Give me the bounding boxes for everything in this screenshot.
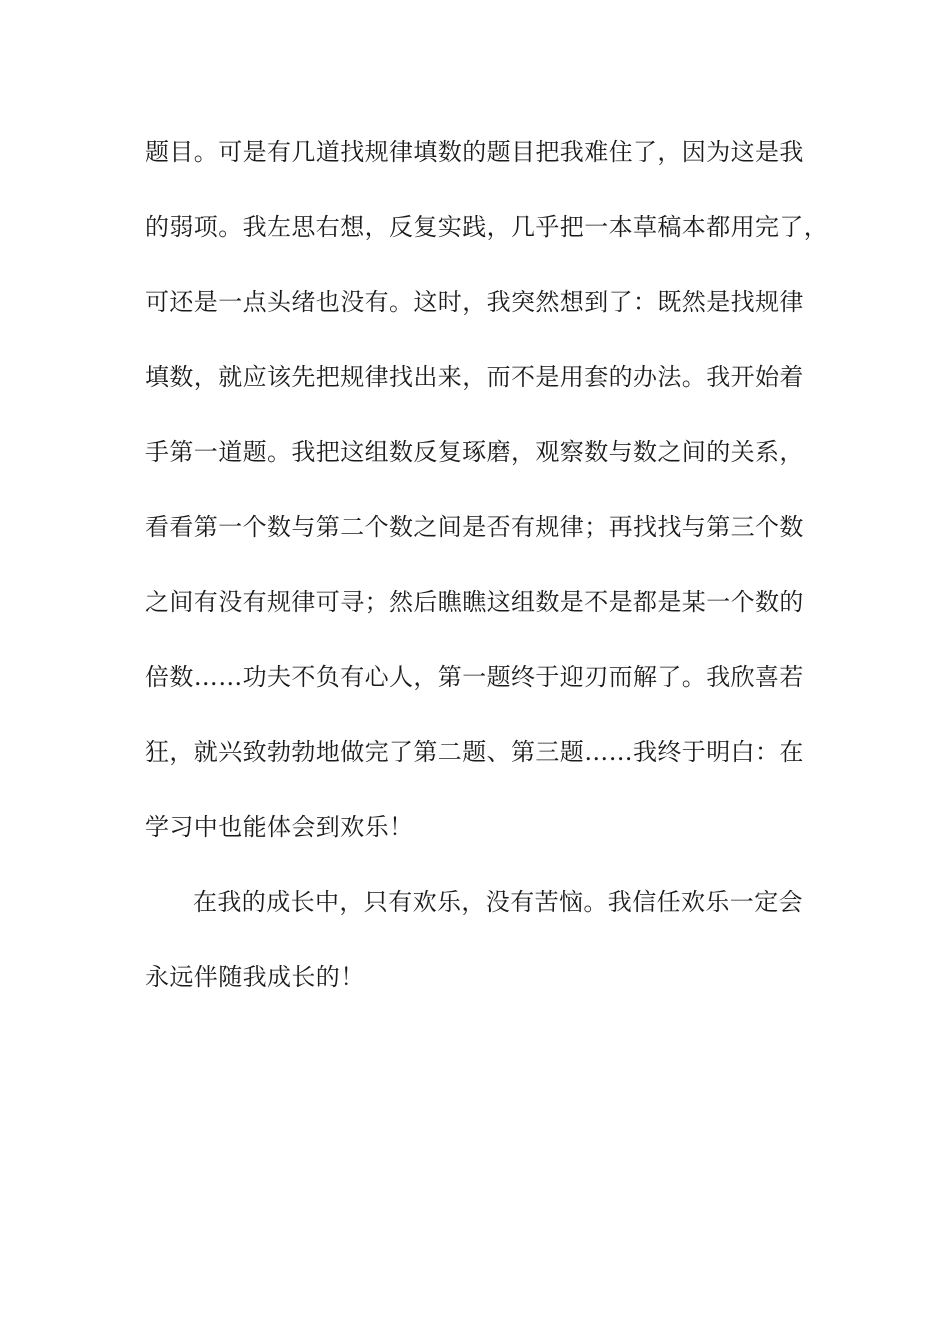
text-line: 之间有没有规律可寻；然后瞧瞧这组数是不是都是某一个数的 bbox=[145, 588, 804, 616]
text-line: 狂，就兴致勃勃地做完了第二题、第三题……我终于明白：在 bbox=[145, 738, 804, 766]
paragraph-first-line: 在我的成长中，只有欢乐，没有苦恼。我信任欢乐一定会 bbox=[193, 888, 803, 916]
text-line: 的弱项。我左思右想，反复实践，几乎把一本草稿本都用完了， bbox=[145, 213, 829, 241]
text-line: 倍数……功夫不负有心人，第一题终于迎刃而解了。我欣喜若 bbox=[145, 663, 804, 691]
body-text bbox=[145, 126, 835, 1026]
text-line: 看看第一个数与第二个数之间是否有规律；再找找与第三个数 bbox=[145, 513, 804, 541]
text-line: 题目。可是有几道找规律填数的题目把我难住了，因为这是我 bbox=[145, 138, 804, 166]
text-line: 学习中也能体会到欢乐！ bbox=[145, 813, 414, 841]
text-line: 永远伴随我成长的！ bbox=[145, 963, 365, 991]
text-line: 填数，就应该先把规律找出来，而不是用套的办法。我开始着 bbox=[145, 363, 804, 391]
text-line: 可还是一点头绪也没有。这时，我突然想到了：既然是找规律 bbox=[145, 288, 804, 316]
text-line: 手第一道题。我把这组数反复琢磨，观察数与数之间的关系， bbox=[145, 438, 804, 466]
